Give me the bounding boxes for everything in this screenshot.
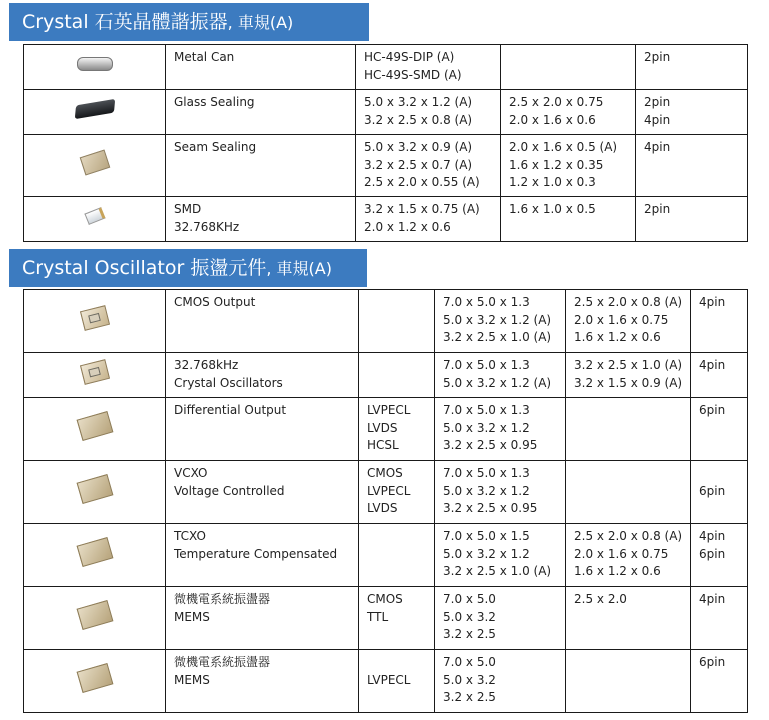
size-list-primary: 7.0 x 5.0 x 1.3 5.0 x 3.2 x 1.2 (A) 3.2 x 2.5 x 1.0 (A) (435, 290, 566, 353)
table-row (24, 524, 748, 587)
oscillator-title-suffix: , 車規(A) (266, 259, 332, 278)
output-type (359, 290, 435, 353)
size-list-secondary: 2.5 x 2.0 x 0.75 2.0 x 1.6 x 0.6 (501, 90, 636, 135)
smd-32khz-crystal-icon (84, 207, 105, 225)
crystal-table (23, 44, 748, 242)
size-list-primary: 5.0 x 3.2 x 0.9 (A) 3.2 x 2.5 x 0.7 (A) 2.5 x 2.0 x 0.55 (A) (356, 135, 501, 197)
table-row (24, 398, 748, 461)
pin-count: 2pin 4pin (636, 90, 748, 135)
output-type: LVPECL (359, 650, 435, 713)
product-name: SMD 32.768KHz (166, 197, 356, 242)
oscillator-title-cjk: 振盪元件 (190, 257, 267, 279)
crystal-title-cjk: 石英晶體諧振器 (94, 11, 228, 33)
size-list-secondary: 2.5 x 2.0 x 0.8 (A) 2.0 x 1.6 x 0.75 1.6 x 1.2 x 0.6 (566, 290, 691, 353)
product-image-cell (24, 290, 166, 353)
pin-count: 4pin (691, 290, 748, 353)
product-name: 微機電系統振盪器 MEMS (166, 650, 359, 713)
product-image-cell (24, 398, 166, 461)
pin-count: 2pin (636, 45, 748, 90)
size-list-secondary (566, 398, 691, 461)
size-list-primary: 7.0 x 5.0 x 1.3 5.0 x 3.2 x 1.2 3.2 x 2.5 x 0.95 (435, 398, 566, 461)
product-name: Seam Sealing (166, 135, 356, 197)
output-type: CMOS LVPECL LVDS (359, 461, 435, 524)
size-list-secondary: 2.5 x 2.0 (566, 587, 691, 650)
pin-count: 4pin (691, 353, 748, 398)
pin-count: 4pin (636, 135, 748, 197)
vcxo-oscillator-icon (76, 474, 113, 504)
output-type: LVPECL LVDS HCSL (359, 398, 435, 461)
size-list-primary: 7.0 x 5.0 5.0 x 3.2 3.2 x 2.5 (435, 587, 566, 650)
pin-count: 4pin 6pin (691, 524, 748, 587)
product-image-cell (24, 353, 166, 398)
product-image-cell (24, 587, 166, 650)
metal-can-crystal-icon (77, 57, 113, 71)
table-row (24, 135, 748, 197)
table-row (24, 587, 748, 650)
size-list-primary: 7.0 x 5.0 x 1.5 5.0 x 3.2 x 1.2 3.2 x 2.5 x 1.0 (A) (435, 524, 566, 587)
pin-count: 2pin (636, 197, 748, 242)
table-row (24, 197, 748, 242)
table-row (24, 290, 748, 353)
size-list-secondary (566, 461, 691, 524)
product-name: VCXO Voltage Controlled (166, 461, 359, 524)
crystal-title-suffix: , 車規(A) (227, 13, 294, 32)
size-list-primary: 3.2 x 1.5 x 0.75 (A) 2.0 x 1.2 x 0.6 (356, 197, 501, 242)
product-image-cell (24, 45, 166, 90)
differential-oscillator-icon (76, 411, 113, 441)
product-image-cell (24, 90, 166, 135)
product-name: Glass Sealing (166, 90, 356, 135)
crystal-section-title (9, 3, 369, 41)
cmos-oscillator-icon (79, 305, 109, 331)
product-image-cell (24, 524, 166, 587)
table-row (24, 461, 748, 524)
size-list-primary: 5.0 x 3.2 x 1.2 (A) 3.2 x 2.5 x 0.8 (A) (356, 90, 501, 135)
size-list-secondary: 1.6 x 1.0 x 0.5 (501, 197, 636, 242)
size-list-primary: 7.0 x 5.0 5.0 x 3.2 3.2 x 2.5 (435, 650, 566, 713)
product-image-cell (24, 197, 166, 242)
table-row (24, 90, 748, 135)
pin-count: 6pin (691, 461, 748, 524)
size-list-primary: 7.0 x 5.0 x 1.3 5.0 x 3.2 x 1.2 3.2 x 2.5 x 0.95 (435, 461, 566, 524)
size-list-secondary (501, 45, 636, 90)
pin-count: 6pin (691, 398, 748, 461)
oscillator-section-title (9, 249, 367, 287)
size-list-secondary (566, 650, 691, 713)
product-name: 32.768kHz Crystal Oscillators (166, 353, 359, 398)
product-name: Differential Output (166, 398, 359, 461)
product-name: Metal Can (166, 45, 356, 90)
product-image-cell (24, 461, 166, 524)
seam-sealing-crystal-icon (79, 150, 110, 176)
size-list-secondary: 2.0 x 1.6 x 0.5 (A) 1.6 x 1.2 x 0.35 1.2 x 1.0 x 0.3 (501, 135, 636, 197)
table-row (24, 650, 748, 713)
pin-count: 6pin (691, 650, 748, 713)
table-row (24, 45, 748, 90)
oscillator-title-latin: Crystal Oscillator (22, 257, 191, 279)
mems-lvpecl-oscillator-icon (76, 663, 113, 693)
product-image-cell (24, 650, 166, 713)
output-type (359, 524, 435, 587)
product-name: 微機電系統振盪器 MEMS (166, 587, 359, 650)
mems-cmos-oscillator-icon (76, 600, 113, 630)
table-row (24, 353, 748, 398)
tcxo-oscillator-icon (76, 537, 113, 567)
product-name: TCXO Temperature Compensated (166, 524, 359, 587)
product-image-cell (24, 135, 166, 197)
glass-sealing-crystal-icon (74, 99, 114, 119)
pin-count: 4pin (691, 587, 748, 650)
crystal-title-latin: Crystal (22, 11, 95, 33)
size-list-secondary: 3.2 x 2.5 x 1.0 (A) 3.2 x 1.5 x 0.9 (A) (566, 353, 691, 398)
oscillator-table (23, 289, 748, 713)
32khz-oscillator-icon (79, 359, 109, 385)
size-list-primary: 7.0 x 5.0 x 1.3 5.0 x 3.2 x 1.2 (A) (435, 353, 566, 398)
size-list-primary: HC-49S-DIP (A) HC-49S-SMD (A) (356, 45, 501, 90)
product-name: CMOS Output (166, 290, 359, 353)
output-type (359, 353, 435, 398)
output-type: CMOS TTL (359, 587, 435, 650)
size-list-secondary: 2.5 x 2.0 x 0.8 (A) 2.0 x 1.6 x 0.75 1.6 x 1.2 x 0.6 (566, 524, 691, 587)
